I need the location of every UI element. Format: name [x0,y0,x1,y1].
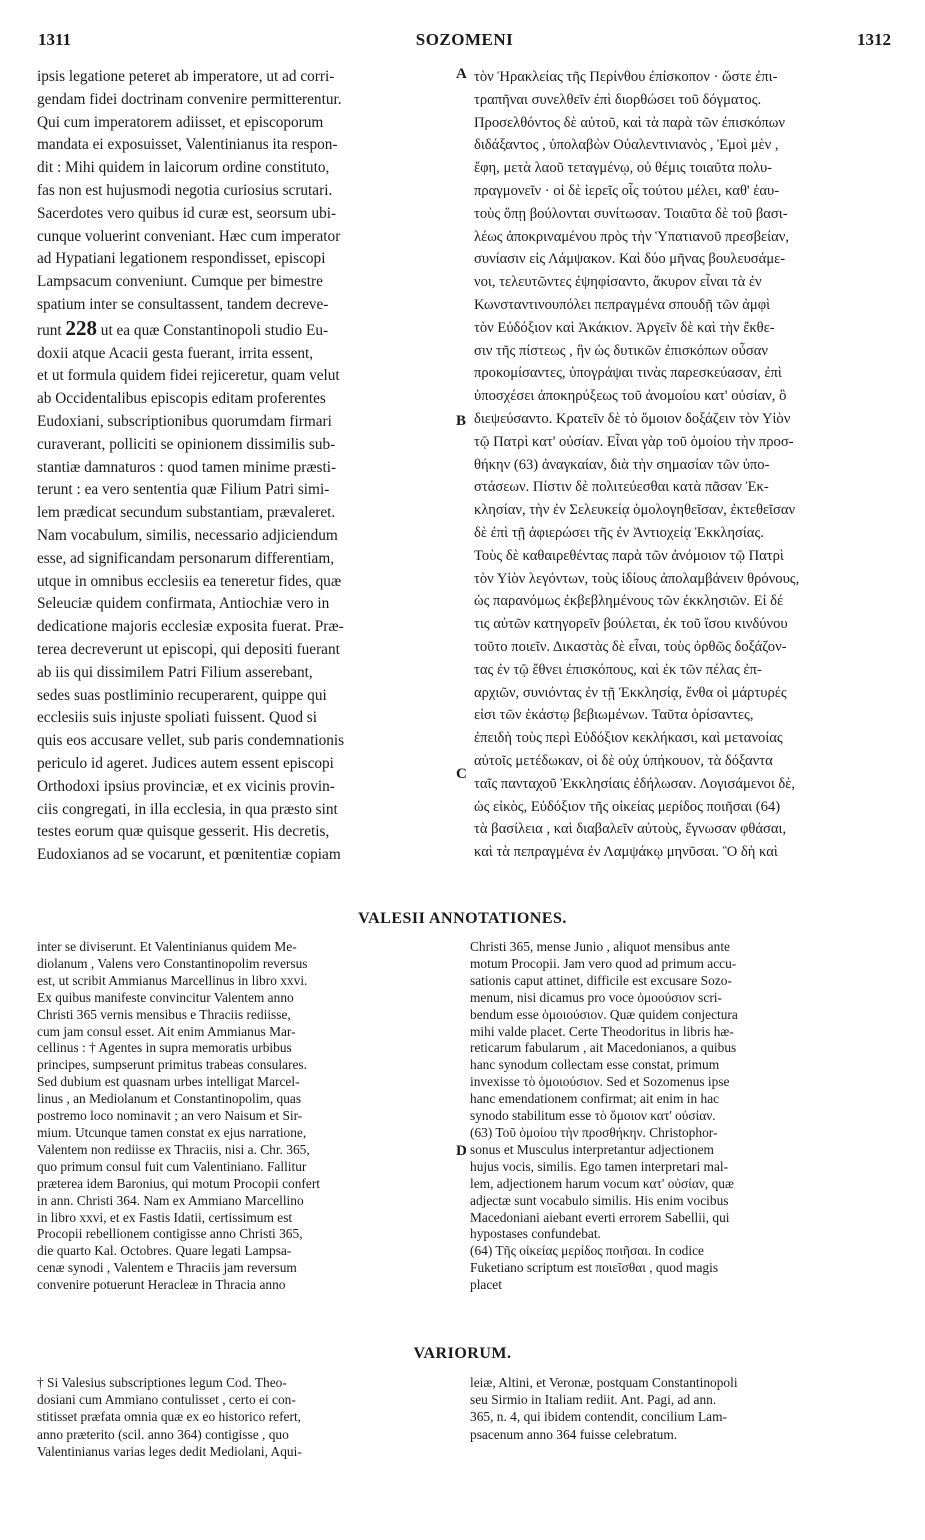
text-line: ipsis legatione peteret ab imperatore, ut ad corri- [37,68,335,85]
margin-marker-a: A [456,66,467,82]
text-line: στάσεων. Πίστιν δὲ πολιτεύεσθαι κατὰ πᾶσαν Ἐκ- [474,479,769,496]
text-line: psacenum anno 364 fuisse celebratum. [470,1426,678,1442]
text-line: dedicatione majoris ecclesiæ exposita fuerat. Præ- [37,618,344,636]
text-line: ciis congregati, in illa ecclesia, in qua præsto sint [37,800,338,818]
left-page-number: 1311 [38,30,72,49]
text-line: fas non est hujusmodi negotia curiosius scrutari. [37,181,333,199]
text-line: Κωνσταντινουπόλει πεπραγμένα σπουδῇ τῶν ἀμφὶ [474,296,771,313]
text-line: (63) Τοῦ ὁμοίου τὴν προσθήκην. Christophor- [470,1124,718,1140]
text-line: periculo id ageret. Judices autem essent episcopi [37,754,334,772]
text-line: τὸν Ἡρακλείας τῆς Περίνθου ἐπίσκοπον · ὥστε ἐπι- [474,69,778,85]
text-line: ἔφη, μετὰ λαοῦ τεταγμένῳ, οὐ θέμις τοιαῦτα πολυ- [474,160,773,177]
text-line: curaverant, polliciti se opinionem dissimilis sub- [37,435,336,453]
text-line: αρχιῶν, συνιόντας ἐν τῇ Ἐκκλησίᾳ, ἔνθα οἱ μάρτυρές [474,684,787,701]
text-line: convenire potuerunt Heracleæ in Thracia anno [37,1277,286,1293]
text-line: Nam vocabulum, similis, necessario adjiciendum [37,526,338,544]
text-line: quis eos accusare vellet, sub paris condemnationis [37,732,345,750]
text-line: dosiani cum Ammiano contulisset , certo ei con- [37,1392,296,1408]
text-line: principes, sumpserunt primitus trabeas consulares. [37,1057,307,1073]
text-line: Valentinianus varias leges dedit Mediolani, Aqui- [37,1443,302,1459]
text-line: σιν τῆς πίστεως , ἣν ὡς δυτικῶν ἐπισκόπων οὖσαν [474,342,768,359]
text-line: cenæ synodi , Valentem e Thraciis jam reversum [37,1260,297,1276]
text-line: Qui cum imperatorem adiisset, et episcoporum [37,113,324,131]
text-line: κλησίαν, τὴν ἐν Σελευκείᾳ ὁμολογηθεῖσαν, ἐκτεθεῖσαν [474,502,796,519]
text-line: διδάξαντος , ὑπολαβὼν Οὐαλεντινιανὸς , Ἐμοὶ μὲν , [474,137,779,154]
text-line: invexisse τὸ ὁμοιούσιον. Sed et Sozomenus ipse [470,1074,730,1090]
right-page-number: 1312 [857,30,891,49]
text-line: συνίασιν εἰς Λάμψακον. Καὶ δύο μῆνας βουλευσάμε- [474,251,786,268]
text-line: εἰσι τῶν ἑκάστῳ βεβιωμένων. Ταῦτα ὁρίσαντες, [474,707,754,724]
text-line: postremo loco nominavit ; an vero Naisum et Sir- [37,1108,303,1124]
text-line: menum, nisi dicamus pro voce ὁμοούσιον scri- [470,989,722,1005]
text-line: sonus et Musculus interpretantur adjectionem [470,1141,714,1157]
text-line: cum jam consul esset. Ait enim Ammianus Mar- [37,1023,296,1039]
text-line: † Si Valesius subscriptiones legum Cod. Theo- [37,1375,287,1390]
text-line: ταῖς πανταχοῦ Ἐκκλησίαις ἐδήλωσαν. Λογισάμενοι δὲ, [474,775,796,792]
text-line: τὸν Εὐδόξιον καὶ Ἀκάκιον. Ἀργεῖν δὲ καὶ τὴν ἔκθε- [474,319,775,336]
text-line: τῷ Πατρὶ κατ' οὐσίαν. Εἶναι γὰρ τοῦ ὁμοίου τὴν προσ- [474,433,794,450]
text-line: leiæ, Altini, et Veronæ, postquam Constantinopoli [470,1375,738,1390]
text-line: spatium inter se consultassent, tandem decreve- [37,295,329,313]
text-line: ὡς παρανόμως ἐκβεβλημένους τῶν ἐκκλησιῶν. Εἰ δέ [474,593,784,610]
text-line: νοι, τελευτῶντες ἐψηφίσαντο, ἄκυρον εἶναι τὰ ἐν [474,274,762,291]
text-line: hujus vocis, similis. Ego tamen interpretari mal- [470,1158,729,1174]
annotations-heading: VALESII ANNOTATIONES. [358,910,567,927]
margin-marker-d: D [456,1143,467,1159]
text-line: Eudoxiani, subscriptionibus quorumdam firmari [37,412,332,430]
variorum-heading: VARIORUM. [413,1345,512,1362]
text-line: hanc synodum collectam esse constat, primum [470,1057,720,1073]
text-line: stitisset præfata omnia quæ ex eo historico refert, [37,1409,302,1425]
text-line: die quarto Kal. Octobres. Quare legati Lampsa- [37,1243,292,1259]
text-line: θήκην (63) ἀναγκαίαν, διὰ τὴν σημασίαν τῶν ὑπο- [474,456,770,473]
variorum-right-column [470,1374,890,1443]
text-line: lem prædicat secundum substantiam, prævaleret. [37,504,336,522]
text-line: synodo stabilitum esse τὸ ὅμοιον κατ' οὐσίαν. [470,1108,716,1124]
text-line: Sed dubium est quasnam urbes intelligat Marcel- [37,1074,300,1090]
text-line: (64) Τῆς οἰκείας μερίδος ποιῆσαι. In codice [470,1243,704,1259]
text-line: λέως ἀποκριναμένου πρὸς τὴν Ὑπατιανοῦ πρεσβείαν, [474,228,789,245]
text-line: reticarum fabularum , ait Macedonianos, a quibus [470,1040,737,1056]
text-line: quo primum consul fuit cum Valentiniano. Fallitur [37,1158,307,1174]
text-line: anno præterito (scil. anno 364) contigisse , quo [37,1426,289,1442]
text-line: ad Hypatiani legationem respondisset, episcopi [37,250,326,268]
text-line: mandata ei exposuisset, Valentinianus ita respon- [37,136,338,154]
text-line: αὐτοῖς μετέδωκαν, οἱ δὲ οὐχ ὑπήκουον, τὰ δόξαντα [474,752,773,769]
text-line: προκομίσαντες, ὑπογράψαι τινὰς παρεσκεύασαν, ἐπὶ [474,365,782,382]
text-line: Τοὺς δὲ καθαιρεθέντας παρὰ τῶν ἀνόμοιον τῷ Πατρὶ [474,547,784,564]
text-line: terunt : ea vero sententia quæ Filium Patri simi- [37,481,330,499]
greek-text-column [474,66,892,864]
text-line: in libro xxvi, et ex Fastis Idatii, certissimum est [37,1209,293,1225]
text-line: mium. Utcunque tamen constat ex ejus narratione, [37,1124,307,1140]
text-line: lem, adjectionem harum vocum κατ' οὐσίαν, quæ [470,1175,734,1191]
text-line: τοῦτο ποιεῖν. Δικαστὰς δὲ εἶναι, τοὺς ὀρθῶς δοξάζον- [474,638,787,655]
page-header [38,30,891,52]
text-line: διεψεύσαντο. Κρατεῖν δὲ τὸ ὅμοιον δοξάζειν τὸν Υἱὸν [474,410,791,427]
text-line: seu Sirmio in Italiam rediit. Ant. Pagi, ad ann. [470,1392,717,1408]
text-line: stantiæ damnaturos : quod tamen minime præsti- [37,458,337,476]
text-line: τὸν Υἱὸν λεγόντων, τοὺς ἰδίους ἀπολαμβάνειν θρόνους, [474,570,800,587]
text-line: καὶ τὰ πεπραγμένα ἐν Λαμψάκῳ μηνῦσαι. Ὃ δὴ καὶ [474,844,778,861]
text-line: hanc emendationem confirmat; ait enim in hac [470,1091,720,1107]
text-line: in ann. Christi 364. Nam ex Ammiano Marcellino [37,1192,304,1208]
text-line: terea decreverunt ut episcopi, qui depositi fuerant [37,640,340,658]
text-line: Orthodoxi ipsius provinciæ, et ex vicinis provin- [37,777,335,795]
variorum-left-column [37,1374,455,1460]
text-line: adjectæ sunt vocabulo similis. His enim vocibus [470,1192,729,1208]
text-line: ab iis qui dissimilem Patri Filium asserebant, [37,663,313,681]
text-line: mihi valde placet. Certe Theodoritus in libris hæ- [470,1023,734,1039]
text-line: τοὺς ὅπῃ βούλονται συνίτωσαν. Τοιαῦτα δὲ τοῦ βασι- [474,205,788,222]
text-line: Προσελθόντος δὲ αὐτοῦ, καὶ τὰ παρὰ τῶν ἐπισκόπων [474,114,785,131]
text-line: ab Occidentalibus episcopis editam proferentes [37,390,326,408]
text-line: Valentem non rediisse ex Thraciis, nisi a. Chr. 365, [37,1141,310,1157]
text-line: τὰ βασίλεια , καὶ διαβαλεῖν αὐτοὺς, ἔγνωσαν φθάσαι, [474,821,787,838]
text-line: ὑποσχέσει ἀποκηρύξεως τοῦ ἀνομοίου κατ' οὐσίαν, ὃ [474,388,787,405]
text-line: Seleuciæ quidem confirmata, Antiochiæ vero in [37,595,330,613]
annotations-right-column [470,939,890,1294]
text-line: πραγμονεῖν · οἱ δὲ ἱερεῖς οἷς τούτου μέλει, καθ' ἑαυ- [474,182,780,199]
text-line: Fuketiano scriptum est ποιεῖσθαι , quod magis [470,1260,719,1276]
text-line: esse, ad significandam personarum differentiam, [37,549,335,567]
text-line: placet [470,1277,502,1293]
latin-text-column [37,66,455,867]
text-line: Macedoniani aiebant everti errorem Sabellii, qui [470,1209,730,1225]
text-line: testes eorum quæ quisque gesserit. His decretis, [37,823,330,841]
text-line: sedes suas postliminio recuperarent, quippe qui [37,686,327,704]
text-line: dit : Mihi quidem in laicorum ordine constituto, [37,159,330,177]
running-title: SOZOMENI [415,30,514,49]
text-line: sationis caput attinet, difficile est excusare Sozo- [470,972,732,988]
text-line: et ut formula quidem fidei rejiceretur, quam velut [37,367,340,385]
text-line: diolanum , Valens vero Constantinopolim reversus [37,955,308,971]
text-line: 365, n. 4, qui ibidem contendit, concilium Lam- [470,1409,727,1425]
text-line: gendam fidei doctrinam convenire permitterentur. [37,90,342,108]
text-line: ἐπειδὴ τοὺς περὶ Εὐδόξιον κεκλήκασι, καὶ μετανοίας [474,730,783,747]
annotations-left-column [37,939,455,1294]
text-line: Eudoxianos ad se vocarunt, et pœnitentiæ copiam [37,846,341,864]
text-line: motum Procopii. Jam vero quod ad primum accu- [470,955,737,971]
text-line: inter se diviserunt. Et Valentinianus quidem Me- [37,939,297,954]
text-line: ecclesiis suis injuste spoliati fuissent. Quod si [37,709,317,727]
text-line: Christi 365, mense Junio , aliquot mensibus ante [470,939,730,954]
text-line: ὡς εἰκὸς, Εὐδόξιον τῆς οἰκείας μερίδος ποιῆσαι (64) [474,798,781,815]
text-line: τας ἐν τῷ ἔθνει ἐπισκόπους, καὶ ἐκ τῶν πέλας ἐπ- [474,661,762,678]
text-line: præterea idem Baronius, qui motum Procopii confert [37,1175,321,1191]
text-line: Sacerdotes vero quibus id curæ est, seorsum ubi- [37,204,337,222]
text-line: runt 228 ut ea quæ Constantinopoli studio Eu- [37,315,329,340]
text-line: τραπῆναι συνελθεῖν ἐπὶ διορθώσει τοῦ δόγματος. [474,91,762,108]
text-line: est, ut scribit Ammianus Marcellinus in libro xxvi. [37,972,308,988]
text-line: cunque voluerint conveniant. Hæc cum imperator [37,227,341,245]
margin-marker-b: B [456,413,467,429]
text-line: Procopii rebellionem contigisse anno Christi 365, [37,1226,303,1242]
text-line: Lampsacum conveniunt. Cumque per bimestre [37,273,323,291]
text-line: utque in omnibus ecclesiis ea teneretur fides, quæ [37,572,342,590]
text-line: linus , an Mediolanum et Constantinopolim, quas [37,1091,302,1107]
text-line: Christi 365 vernis mensibus e Thraciis rediisse, [37,1006,291,1022]
text-line: cellinus : † Agentes in supra memoratis urbibus [37,1040,292,1056]
text-line: Ex quibus manifeste convincitur Valentem anno [37,989,294,1005]
text-line: doxii atque Acacii gesta fuerant, irrita essent, [37,344,314,362]
text-line: hypostases confundebat. [470,1226,601,1242]
margin-marker-c: C [456,766,467,782]
text-line: δὲ ἐπὶ τῇ ἀφιερώσει τῆς ἐν Ἀντιοχείᾳ Ἐκκλησίας. [474,524,764,541]
text-line: bendum esse ὁμοιούσιον. Quæ quidem conjectura [470,1006,738,1022]
text-line: τις αὐτῶν κατηγορεῖν βούλεται, ἐκ τοῦ ἴσου κινδύνου [474,616,788,633]
